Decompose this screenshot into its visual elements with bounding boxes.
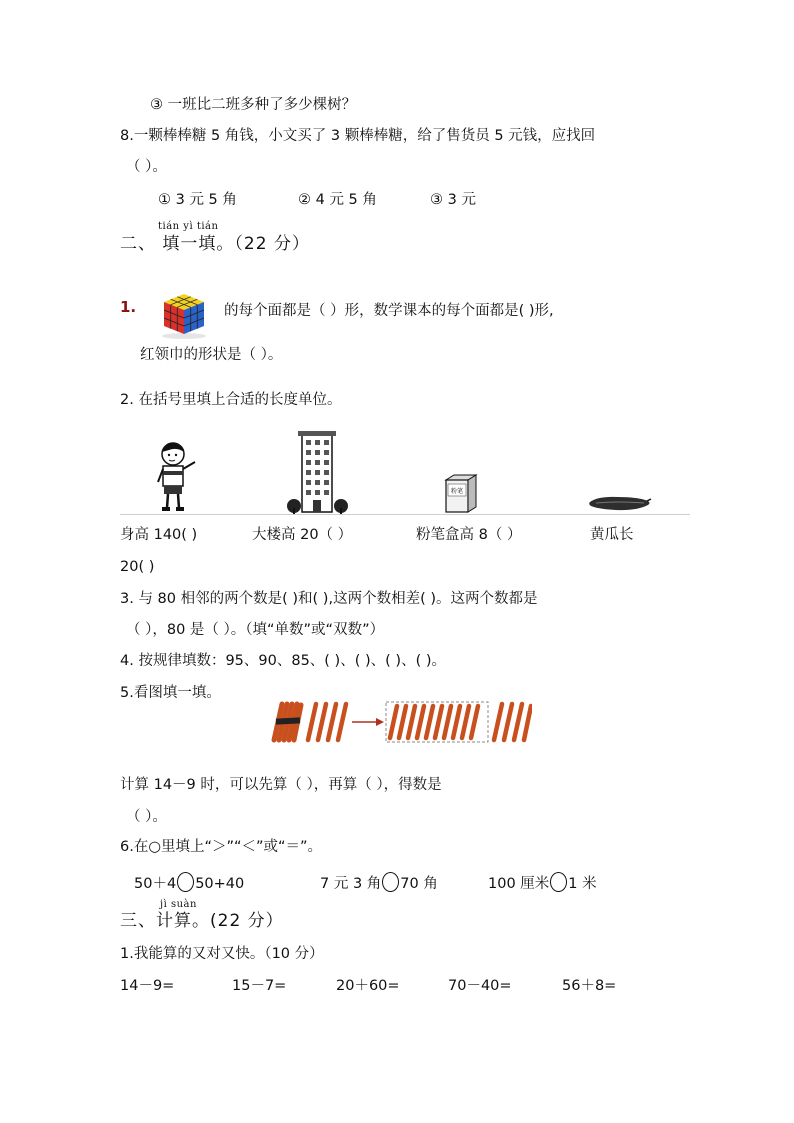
rubiks-cube-icon <box>158 290 210 340</box>
image-baseline-divider <box>120 514 690 515</box>
f6-c3-left: 100 厘米 <box>488 876 550 892</box>
f5-title: 5.看图填一填。 <box>120 685 221 701</box>
calc-item-1: 14－9= <box>120 978 175 994</box>
f6-compare-2 <box>320 872 438 892</box>
section3-pinyin: jì suàn <box>160 899 197 910</box>
f6-compare-3 <box>488 872 597 892</box>
stick-bundle-icon <box>274 704 301 740</box>
f6-c3-right: 1 米 <box>568 876 597 892</box>
q8-option-1: ① 3 元 5 角 <box>158 192 237 208</box>
f3-text2: （ ），80 是（ ）。（填“单数”或“双数”） <box>126 622 385 638</box>
f6-c2-left: 7 元 3 角 <box>320 876 382 892</box>
boy-icon <box>155 440 201 514</box>
q8-option-3: ③ 3 元 <box>430 192 476 208</box>
f6-compare-1 <box>134 872 244 892</box>
chalk-box-icon <box>444 472 478 514</box>
section2-title: 二、 填一填。（22 分） <box>120 234 310 254</box>
cucumber-icon <box>588 492 652 514</box>
f6-c1-left: 50＋4 <box>134 876 177 892</box>
q8-text1: 8.一颗棒棒糖 5 角钱，小文买了 3 颗棒棒糖，给了售货员 5 元钱，应找回 <box>120 128 596 144</box>
f6-c2-right: 70 角 <box>400 876 438 892</box>
f6-c1-right: 50+40 <box>195 876 245 892</box>
calc-item-3: 20＋60= <box>336 978 400 994</box>
compare-circle-3[interactable] <box>550 872 567 892</box>
f6-title: 6.在○里填上“＞”“＜”或“＝”。 <box>120 839 323 855</box>
compare-circle-2[interactable] <box>382 872 399 892</box>
f1-number: 1. <box>120 298 137 316</box>
calc-title: 1.我能算的又对又快。（10 分） <box>120 946 324 962</box>
f1-text-b: 红领巾的形状是（ ）。 <box>140 347 283 363</box>
arrow-right-icon <box>352 718 384 726</box>
f2-item-building: 大楼高 20（ ） <box>252 527 353 543</box>
f3-text1: 3. 与 80 相邻的两个数是( )和( ),这两个数相差( )。这两个数都是 <box>120 591 538 607</box>
q7-item3: ③ 一班比二班多种了多少棵树？ <box>150 97 357 113</box>
f1-text-a: 的每个面都是（ ）形，数学课本的每个面都是( )形, <box>224 303 554 319</box>
f5-text2: （ ）。 <box>126 809 167 825</box>
q8-text2: （ ）。 <box>126 159 167 175</box>
f2-item-cucumber: 黄瓜长 <box>590 527 634 543</box>
f2-item-cucumber-cont: 20( ) <box>120 559 155 575</box>
stick-figure <box>266 696 532 748</box>
calc-item-5: 56＋8= <box>562 978 617 994</box>
building-icon <box>286 428 350 514</box>
f2-title: 2. 在括号里填上合适的长度单位。 <box>120 392 342 408</box>
calc-item-2: 15－7= <box>232 978 287 994</box>
q8-option-2: ② 4 元 5 角 <box>298 192 377 208</box>
f2-item-height: 身高 140( ) <box>120 527 198 543</box>
section2-pinyin: tián yì tián <box>158 221 219 232</box>
section3-title: 三、计算。(22 分） <box>120 911 284 931</box>
chalk-box-label: 粉笔 <box>450 488 464 495</box>
compare-circle-1[interactable] <box>177 872 194 892</box>
f4-text: 4. 按规律填数：95、90、85、( )、( )、( )、( )。 <box>120 653 446 669</box>
f5-text1: 计算 14－9 时，可以先算（ ），再算（ ），得数是 <box>120 777 442 793</box>
calc-item-4: 70－40= <box>448 978 512 994</box>
f2-item-chalk-box: 粉笔盒高 8（ ） <box>416 527 522 543</box>
